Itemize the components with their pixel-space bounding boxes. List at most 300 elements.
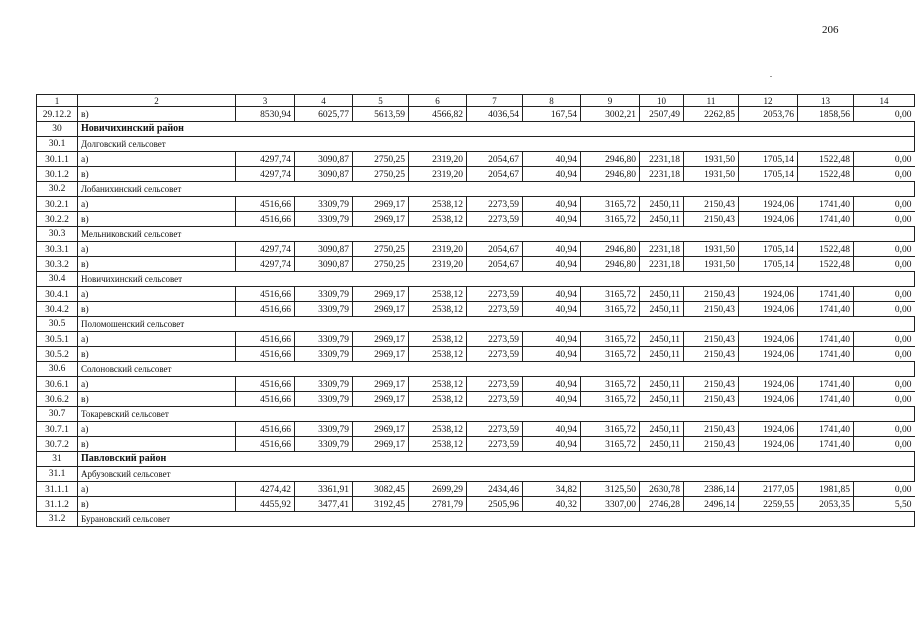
table-row xyxy=(37,302,915,317)
value-cell: 1741,40 xyxy=(798,392,854,407)
value-cell: 2630,78 xyxy=(640,482,684,497)
value-cell: 3309,79 xyxy=(295,377,353,392)
section-code: 30.6 xyxy=(37,362,78,377)
value-cell: 40,94 xyxy=(523,302,581,317)
value-cell: 5,50 xyxy=(854,497,915,512)
value-cell: 3309,79 xyxy=(295,422,353,437)
row-code: 30.2.1 xyxy=(37,197,78,212)
value-cell: 2750,25 xyxy=(353,257,409,272)
value-cell: 2496,14 xyxy=(684,497,739,512)
value-cell: 3082,45 xyxy=(353,482,409,497)
section-code: 30.7 xyxy=(37,407,78,422)
region-row xyxy=(37,452,915,467)
value-cell: 2177,05 xyxy=(739,482,798,497)
value-cell: 2969,17 xyxy=(353,437,409,452)
value-cell: 1741,40 xyxy=(798,422,854,437)
table-row xyxy=(37,422,915,437)
row-subtype: в) xyxy=(78,107,236,122)
row-subtype: а) xyxy=(78,197,236,212)
district-name: Долговский сельсовет xyxy=(78,137,915,152)
table-row xyxy=(37,152,915,167)
value-cell: 2273,59 xyxy=(467,347,523,362)
value-cell: 2969,17 xyxy=(353,347,409,362)
row-code: 31.1.2 xyxy=(37,497,78,512)
row-subtype: а) xyxy=(78,287,236,302)
value-cell: 2946,80 xyxy=(581,167,640,182)
value-cell: 1858,56 xyxy=(798,107,854,122)
value-cell: 3165,72 xyxy=(581,302,640,317)
value-cell: 3309,79 xyxy=(295,197,353,212)
value-cell: 4516,66 xyxy=(236,377,295,392)
table-row xyxy=(37,107,915,122)
value-cell: 3477,41 xyxy=(295,497,353,512)
value-cell: 2538,12 xyxy=(409,347,467,362)
value-cell: 2273,59 xyxy=(467,212,523,227)
district-row xyxy=(37,227,915,242)
value-cell: 0,00 xyxy=(854,242,915,257)
value-cell: 40,94 xyxy=(523,377,581,392)
value-cell: 1741,40 xyxy=(798,377,854,392)
value-cell: 2969,17 xyxy=(353,197,409,212)
value-cell: 0,00 xyxy=(854,377,915,392)
value-cell: 4566,82 xyxy=(409,107,467,122)
value-cell: 2538,12 xyxy=(409,332,467,347)
value-cell: 40,94 xyxy=(523,212,581,227)
section-code: 30.3 xyxy=(37,227,78,242)
value-cell: 34,82 xyxy=(523,482,581,497)
value-cell: 2319,20 xyxy=(409,167,467,182)
value-cell: 3309,79 xyxy=(295,287,353,302)
value-cell: 2273,59 xyxy=(467,377,523,392)
value-cell: 2259,55 xyxy=(739,497,798,512)
value-cell: 2273,59 xyxy=(467,302,523,317)
value-cell: 2505,96 xyxy=(467,497,523,512)
value-cell: 3090,87 xyxy=(295,257,353,272)
value-cell: 2538,12 xyxy=(409,302,467,317)
value-cell: 2450,11 xyxy=(640,422,684,437)
value-cell: 0,00 xyxy=(854,302,915,317)
value-cell: 2750,25 xyxy=(353,242,409,257)
district-name: Мельниковский сельсовет xyxy=(78,227,915,242)
value-cell: 0,00 xyxy=(854,422,915,437)
value-cell: 0,00 xyxy=(854,392,915,407)
column-header: 3 xyxy=(236,95,295,107)
value-cell: 3361,91 xyxy=(295,482,353,497)
value-cell: 2450,11 xyxy=(640,197,684,212)
value-cell: 2319,20 xyxy=(409,242,467,257)
value-cell: 4297,74 xyxy=(236,167,295,182)
value-cell: 1705,14 xyxy=(739,167,798,182)
value-cell: 2450,11 xyxy=(640,377,684,392)
value-cell: 4516,66 xyxy=(236,392,295,407)
table-row xyxy=(37,167,915,182)
table-row xyxy=(37,242,915,257)
row-subtype: а) xyxy=(78,377,236,392)
value-cell: 40,94 xyxy=(523,347,581,362)
row-subtype: в) xyxy=(78,392,236,407)
value-cell: 4516,66 xyxy=(236,197,295,212)
district-row xyxy=(37,362,915,377)
value-cell: 2538,12 xyxy=(409,377,467,392)
value-cell: 40,94 xyxy=(523,332,581,347)
value-cell: 167,54 xyxy=(523,107,581,122)
value-cell: 0,00 xyxy=(854,437,915,452)
value-cell: 1931,50 xyxy=(684,242,739,257)
row-subtype: а) xyxy=(78,332,236,347)
value-cell: 2450,11 xyxy=(640,332,684,347)
value-cell: 1705,14 xyxy=(739,242,798,257)
value-cell: 3165,72 xyxy=(581,347,640,362)
table-row xyxy=(37,437,915,452)
value-cell: 0,00 xyxy=(854,257,915,272)
district-row xyxy=(37,467,915,482)
value-cell: 4036,54 xyxy=(467,107,523,122)
header-row xyxy=(37,95,915,107)
value-cell: 2538,12 xyxy=(409,197,467,212)
district-row xyxy=(37,137,915,152)
value-cell: 2231,18 xyxy=(640,257,684,272)
row-subtype: в) xyxy=(78,302,236,317)
value-cell: 2273,59 xyxy=(467,437,523,452)
value-cell: 40,94 xyxy=(523,152,581,167)
value-cell: 1705,14 xyxy=(739,152,798,167)
table-row xyxy=(37,377,915,392)
row-code: 30.3.1 xyxy=(37,242,78,257)
district-row xyxy=(37,272,915,287)
value-cell: 2150,43 xyxy=(684,197,739,212)
row-code: 30.3.2 xyxy=(37,257,78,272)
value-cell: 2150,43 xyxy=(684,392,739,407)
value-cell: 1705,14 xyxy=(739,257,798,272)
value-cell: 40,94 xyxy=(523,437,581,452)
value-cell: 2507,49 xyxy=(640,107,684,122)
table-row xyxy=(37,212,915,227)
value-cell: 4297,74 xyxy=(236,257,295,272)
row-subtype: в) xyxy=(78,257,236,272)
column-header: 12 xyxy=(739,95,798,107)
value-cell: 2054,67 xyxy=(467,242,523,257)
region-name: Новичихинский район xyxy=(78,122,915,137)
region-row xyxy=(37,122,915,137)
value-cell: 40,94 xyxy=(523,287,581,302)
value-cell: 40,94 xyxy=(523,242,581,257)
value-cell: 2150,43 xyxy=(684,422,739,437)
value-cell: 3309,79 xyxy=(295,437,353,452)
value-cell: 2231,18 xyxy=(640,242,684,257)
value-cell: 1522,48 xyxy=(798,257,854,272)
value-cell: 2054,67 xyxy=(467,167,523,182)
row-subtype: в) xyxy=(78,212,236,227)
row-code: 30.6.2 xyxy=(37,392,78,407)
value-cell: 2538,12 xyxy=(409,287,467,302)
district-name: Бурановский сельсовет xyxy=(78,512,915,527)
value-cell: 3125,50 xyxy=(581,482,640,497)
value-cell: 4274,42 xyxy=(236,482,295,497)
value-cell: 3165,72 xyxy=(581,377,640,392)
district-name: Новичихинский сельсовет xyxy=(78,272,915,287)
value-cell: 2386,14 xyxy=(684,482,739,497)
value-cell: 2054,67 xyxy=(467,257,523,272)
section-code: 31.1 xyxy=(37,467,78,482)
value-cell: 2150,43 xyxy=(684,302,739,317)
section-code: 30 xyxy=(37,122,78,137)
district-row xyxy=(37,182,915,197)
column-header: 5 xyxy=(353,95,409,107)
value-cell: 3165,72 xyxy=(581,332,640,347)
value-cell: 2969,17 xyxy=(353,392,409,407)
value-cell: 1924,06 xyxy=(739,347,798,362)
value-cell: 0,00 xyxy=(854,347,915,362)
value-cell: 1741,40 xyxy=(798,197,854,212)
row-code: 30.5.1 xyxy=(37,332,78,347)
table-row xyxy=(37,347,915,362)
value-cell: 2750,25 xyxy=(353,167,409,182)
value-cell: 3307,00 xyxy=(581,497,640,512)
column-header: 2 xyxy=(78,95,236,107)
value-cell: 2450,11 xyxy=(640,287,684,302)
value-cell: 40,32 xyxy=(523,497,581,512)
table-row xyxy=(37,197,915,212)
value-cell: 3165,72 xyxy=(581,197,640,212)
value-cell: 3165,72 xyxy=(581,392,640,407)
value-cell: 2450,11 xyxy=(640,392,684,407)
value-cell: 1924,06 xyxy=(739,377,798,392)
table-row xyxy=(37,332,915,347)
value-cell: 1981,85 xyxy=(798,482,854,497)
value-cell: 1741,40 xyxy=(798,332,854,347)
value-cell: 3090,87 xyxy=(295,242,353,257)
section-code: 31 xyxy=(37,452,78,467)
value-cell: 2150,43 xyxy=(684,347,739,362)
value-cell: 2319,20 xyxy=(409,257,467,272)
value-cell: 1741,40 xyxy=(798,347,854,362)
row-subtype: в) xyxy=(78,497,236,512)
value-cell: 2273,59 xyxy=(467,422,523,437)
column-header: 8 xyxy=(523,95,581,107)
value-cell: 2273,59 xyxy=(467,197,523,212)
value-cell: 4516,66 xyxy=(236,437,295,452)
value-cell: 1522,48 xyxy=(798,242,854,257)
value-cell: 40,94 xyxy=(523,422,581,437)
value-cell: 1924,06 xyxy=(739,392,798,407)
value-cell: 3165,72 xyxy=(581,422,640,437)
value-cell: 4516,66 xyxy=(236,347,295,362)
row-code: 30.5.2 xyxy=(37,347,78,362)
column-header: 1 xyxy=(37,95,78,107)
value-cell: 5613,59 xyxy=(353,107,409,122)
value-cell: 1924,06 xyxy=(739,197,798,212)
district-name: Лобанихинский сельсовет xyxy=(78,182,915,197)
value-cell: 2969,17 xyxy=(353,302,409,317)
value-cell: 2150,43 xyxy=(684,212,739,227)
value-cell: 1924,06 xyxy=(739,437,798,452)
value-cell: 4516,66 xyxy=(236,302,295,317)
column-header: 6 xyxy=(409,95,467,107)
value-cell: 1924,06 xyxy=(739,212,798,227)
district-name: Арбузовский сельсовет xyxy=(78,467,915,482)
district-name: Солоновский сельсовет xyxy=(78,362,915,377)
table-row xyxy=(37,497,915,512)
value-cell: 1924,06 xyxy=(739,422,798,437)
value-cell: 2150,43 xyxy=(684,287,739,302)
district-name: Токаревский сельсовет xyxy=(78,407,915,422)
value-cell: 1741,40 xyxy=(798,302,854,317)
value-cell: 3309,79 xyxy=(295,212,353,227)
row-code: 30.7.2 xyxy=(37,437,78,452)
value-cell: 2538,12 xyxy=(409,392,467,407)
value-cell: 1522,48 xyxy=(798,167,854,182)
value-cell: 2969,17 xyxy=(353,287,409,302)
value-cell: 2262,85 xyxy=(684,107,739,122)
value-cell: 2434,46 xyxy=(467,482,523,497)
value-cell: 4516,66 xyxy=(236,332,295,347)
value-cell: 1931,50 xyxy=(684,167,739,182)
value-cell: 4297,74 xyxy=(236,152,295,167)
column-header: 4 xyxy=(295,95,353,107)
row-code: 30.4.1 xyxy=(37,287,78,302)
value-cell: 2746,28 xyxy=(640,497,684,512)
row-subtype: в) xyxy=(78,437,236,452)
row-subtype: а) xyxy=(78,422,236,437)
district-row xyxy=(37,512,915,527)
column-header: 10 xyxy=(640,95,684,107)
column-header: 13 xyxy=(798,95,854,107)
value-cell: 2946,80 xyxy=(581,242,640,257)
value-cell: 3309,79 xyxy=(295,332,353,347)
value-cell: 2450,11 xyxy=(640,437,684,452)
value-cell: 4516,66 xyxy=(236,287,295,302)
value-cell: 4297,74 xyxy=(236,242,295,257)
value-cell: 6025,77 xyxy=(295,107,353,122)
value-cell: 40,94 xyxy=(523,257,581,272)
value-cell: 2054,67 xyxy=(467,152,523,167)
row-code: 31.1.1 xyxy=(37,482,78,497)
district-row xyxy=(37,317,915,332)
value-cell: 2150,43 xyxy=(684,377,739,392)
table-row xyxy=(37,392,915,407)
section-code: 30.1 xyxy=(37,137,78,152)
value-cell: 0,00 xyxy=(854,167,915,182)
value-cell: 2053,76 xyxy=(739,107,798,122)
value-cell: 0,00 xyxy=(854,212,915,227)
column-header: 14 xyxy=(854,95,915,107)
value-cell: 2750,25 xyxy=(353,152,409,167)
value-cell: 1924,06 xyxy=(739,332,798,347)
value-cell: 2946,80 xyxy=(581,257,640,272)
value-cell: 3309,79 xyxy=(295,392,353,407)
value-cell: 2969,17 xyxy=(353,377,409,392)
row-code: 30.6.1 xyxy=(37,377,78,392)
value-cell: 2946,80 xyxy=(581,152,640,167)
value-cell: 3090,87 xyxy=(295,152,353,167)
value-cell: 3165,72 xyxy=(581,212,640,227)
value-cell: 2969,17 xyxy=(353,212,409,227)
value-cell: 4516,66 xyxy=(236,212,295,227)
value-cell: 2273,59 xyxy=(467,332,523,347)
value-cell: 2150,43 xyxy=(684,332,739,347)
value-cell: 0,00 xyxy=(854,152,915,167)
value-cell: 2538,12 xyxy=(409,212,467,227)
value-cell: 2969,17 xyxy=(353,332,409,347)
value-cell: 40,94 xyxy=(523,167,581,182)
row-code: 30.2.2 xyxy=(37,212,78,227)
value-cell: 2319,20 xyxy=(409,152,467,167)
value-cell: 3002,21 xyxy=(581,107,640,122)
row-subtype: а) xyxy=(78,242,236,257)
row-code: 30.4.2 xyxy=(37,302,78,317)
value-cell: 0,00 xyxy=(854,287,915,302)
row-code: 29.12.2 xyxy=(37,107,78,122)
value-cell: 4455,92 xyxy=(236,497,295,512)
value-cell: 1924,06 xyxy=(739,302,798,317)
value-cell: 3309,79 xyxy=(295,302,353,317)
column-header: 7 xyxy=(467,95,523,107)
value-cell: 2231,18 xyxy=(640,152,684,167)
value-cell: 4516,66 xyxy=(236,422,295,437)
table-row xyxy=(37,482,915,497)
value-cell: 0,00 xyxy=(854,332,915,347)
value-cell: 3309,79 xyxy=(295,347,353,362)
section-code: 30.5 xyxy=(37,317,78,332)
row-code: 30.7.1 xyxy=(37,422,78,437)
value-cell: 1924,06 xyxy=(739,287,798,302)
value-cell: 3165,72 xyxy=(581,437,640,452)
value-cell: 2450,11 xyxy=(640,212,684,227)
value-cell: 1741,40 xyxy=(798,212,854,227)
value-cell: 40,94 xyxy=(523,392,581,407)
row-subtype: а) xyxy=(78,152,236,167)
value-cell: 2538,12 xyxy=(409,422,467,437)
value-cell: 2538,12 xyxy=(409,437,467,452)
value-cell: 3090,87 xyxy=(295,167,353,182)
value-cell: 0,00 xyxy=(854,197,915,212)
value-cell: 2450,11 xyxy=(640,302,684,317)
region-name: Павловский район xyxy=(78,452,915,467)
row-code: 30.1.2 xyxy=(37,167,78,182)
value-cell: 1741,40 xyxy=(798,287,854,302)
row-subtype: а) xyxy=(78,482,236,497)
table-row xyxy=(37,287,915,302)
table-row xyxy=(37,257,915,272)
value-cell: 2699,29 xyxy=(409,482,467,497)
scan-mark xyxy=(770,76,772,77)
value-cell: 0,00 xyxy=(854,482,915,497)
value-cell: 8530,94 xyxy=(236,107,295,122)
value-cell: 2450,11 xyxy=(640,347,684,362)
row-subtype: в) xyxy=(78,167,236,182)
row-subtype: в) xyxy=(78,347,236,362)
value-cell: 2273,59 xyxy=(467,392,523,407)
value-cell: 1931,50 xyxy=(684,152,739,167)
section-code: 30.4 xyxy=(37,272,78,287)
value-cell: 3165,72 xyxy=(581,287,640,302)
value-cell: 2231,18 xyxy=(640,167,684,182)
value-cell: 2781,79 xyxy=(409,497,467,512)
column-header: 9 xyxy=(581,95,640,107)
value-cell: 0,00 xyxy=(854,107,915,122)
value-cell: 2969,17 xyxy=(353,422,409,437)
district-name: Поломошенский сельсовет xyxy=(78,317,915,332)
column-header: 11 xyxy=(684,95,739,107)
page-number: 206 xyxy=(822,24,839,36)
value-cell: 2273,59 xyxy=(467,287,523,302)
value-cell: 2053,35 xyxy=(798,497,854,512)
value-cell: 1931,50 xyxy=(684,257,739,272)
section-code: 30.2 xyxy=(37,182,78,197)
value-cell: 2150,43 xyxy=(684,437,739,452)
tariff-table xyxy=(36,94,915,527)
section-code: 31.2 xyxy=(37,512,78,527)
